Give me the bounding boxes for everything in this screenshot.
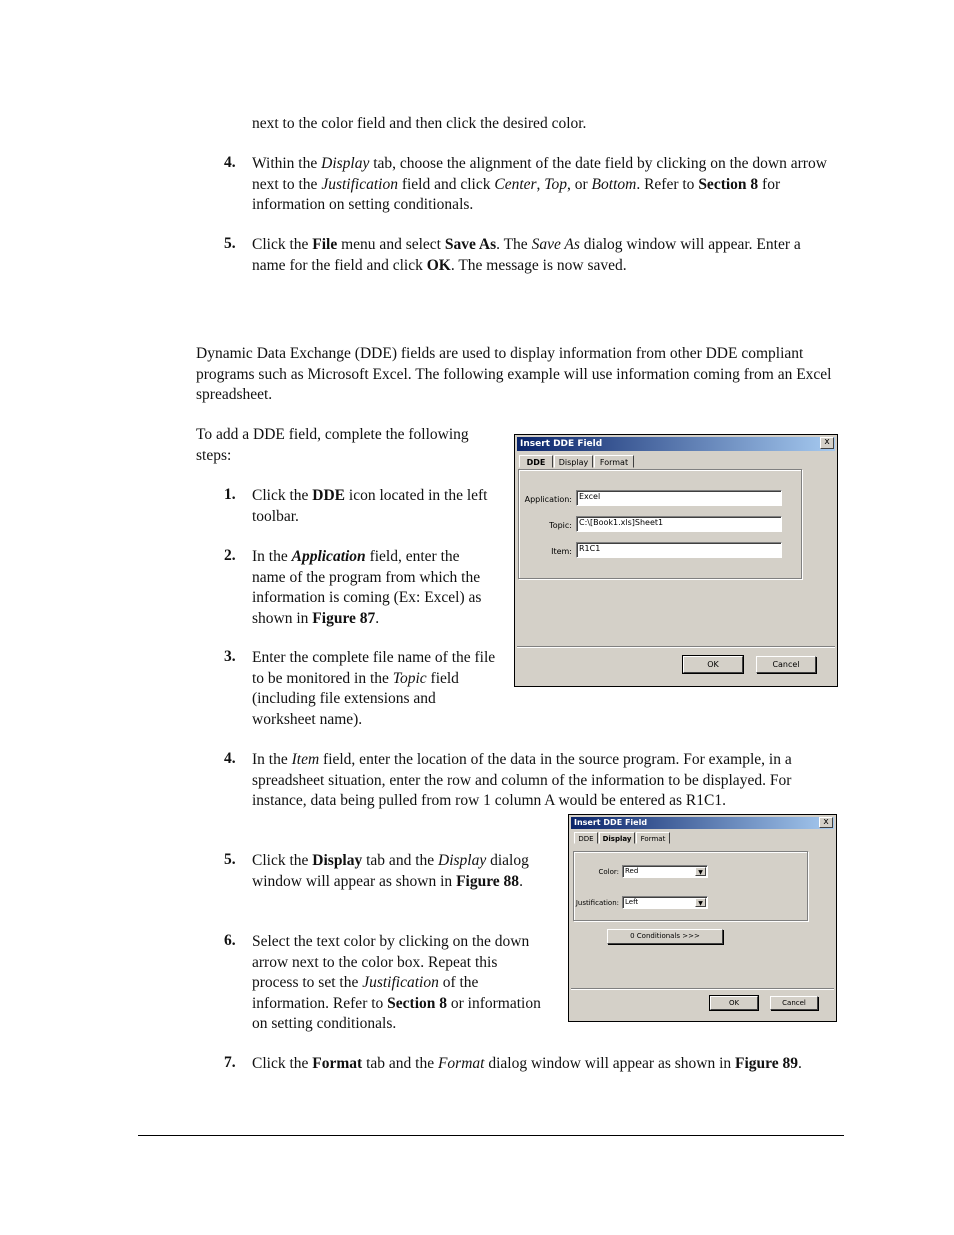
step-text: Within the Display tab, choose the alignment of the date field by clicking on the down arrow next to the Justification field and click Center, Top, or Bottom. Refer to Section 8 for information on setting conditionals. <box>252 155 827 213</box>
step-text: In the Application field, enter the name of the program from which the information is coming (Ex: Excel) as shown in Figure 87. <box>252 548 482 627</box>
application-field[interactable]: Excel <box>576 490 782 506</box>
display-settings-panel <box>573 851 808 921</box>
close-icon[interactable]: x <box>819 817 833 828</box>
cancel-button[interactable]: Cancel <box>756 656 816 673</box>
ok-button[interactable]: OK <box>683 656 743 673</box>
step-number: 4. <box>224 154 236 171</box>
color-select[interactable]: Red ▼ <box>622 865 708 878</box>
step-text: Click the Format tab and the Format dialog window will appear as shown in Figure 89. <box>252 1055 802 1072</box>
chevron-down-icon[interactable]: ▼ <box>695 898 706 907</box>
divider <box>571 988 834 990</box>
tab-display[interactable]: Display <box>554 455 593 468</box>
step-text: In the Item field, enter the location of the data in the source program. For example, in a spreadsheet situation, enter the row and column of the information to be displayed. For instance, data being pulled from row 1 column A would be entered as R1C1. <box>252 751 792 809</box>
justification-label: Justification: <box>575 899 619 907</box>
tab-dde[interactable]: DDE <box>574 832 598 844</box>
insert-dde-display-dialog <box>568 814 837 1022</box>
chevron-down-icon[interactable]: ▼ <box>695 867 706 876</box>
tab-format[interactable]: Format <box>594 455 634 468</box>
step-number: 1. <box>224 486 236 503</box>
step-number: 6. <box>224 932 236 949</box>
color-label: Color: <box>598 868 619 876</box>
to-add-text: To add a DDE field, complete the following steps: <box>196 426 469 464</box>
step-number: 4. <box>224 750 236 767</box>
intro-line: next to the color field and then click the desired color. <box>252 115 587 132</box>
step-text: Click the DDE icon located in the left toolbar. <box>252 487 488 525</box>
step-text: Click the Display tab and the Display dialog window will appear as shown in Figure 88. <box>252 852 529 890</box>
step-text: Enter the complete file name of the file to be monitored in the Topic field (including file extensions and worksheet name). <box>252 649 496 728</box>
application-label: Application: <box>524 495 572 504</box>
divider <box>517 646 835 648</box>
item-field[interactable]: R1C1 <box>576 542 782 558</box>
dde-paragraph: Dynamic Data Exchange (DDE) fields are used to display information from other DDE compliant programs such as Microsoft Excel. The following example will use information coming from an Excel spreadsheet. <box>196 345 832 403</box>
step-number: 7. <box>224 1054 236 1071</box>
tab-dde[interactable]: DDE <box>519 455 553 468</box>
cancel-button[interactable]: Cancel <box>770 996 818 1010</box>
tab-format[interactable]: Format <box>636 832 670 844</box>
step-text: Click the File menu and select Save As. The Save As dialog window will appear. Enter a name for the field and click OK. The message is now saved. <box>252 236 801 274</box>
dialog-title: Insert DDE Field <box>517 437 835 451</box>
tab-display[interactable]: Display <box>599 832 635 844</box>
conditionals-button[interactable]: 0 Conditionals >>> <box>607 929 723 944</box>
dialog-title: Insert DDE Field <box>571 817 834 829</box>
footer-rule <box>138 1135 844 1136</box>
justification-select[interactable]: Left ▼ <box>622 896 708 909</box>
close-icon[interactable]: x <box>820 437 834 449</box>
insert-dde-dialog <box>514 434 838 687</box>
topic-field[interactable]: C:\[Book1.xls]Sheet1 <box>576 516 782 532</box>
step-number: 2. <box>224 547 236 564</box>
tab-strip <box>574 832 834 845</box>
tab-strip <box>519 455 833 469</box>
step-number: 3. <box>224 648 236 665</box>
ok-button[interactable]: OK <box>710 996 758 1010</box>
topic-label: Topic: <box>549 521 572 530</box>
item-label: Item: <box>551 547 572 556</box>
step-number: 5. <box>224 851 236 868</box>
step-number: 5. <box>224 235 236 252</box>
step-text: Select the text color by clicking on the down arrow next to the color box. Repeat this process to set the Justification of the information. Refer to Section 8 or information on setting conditionals. <box>252 933 541 1032</box>
